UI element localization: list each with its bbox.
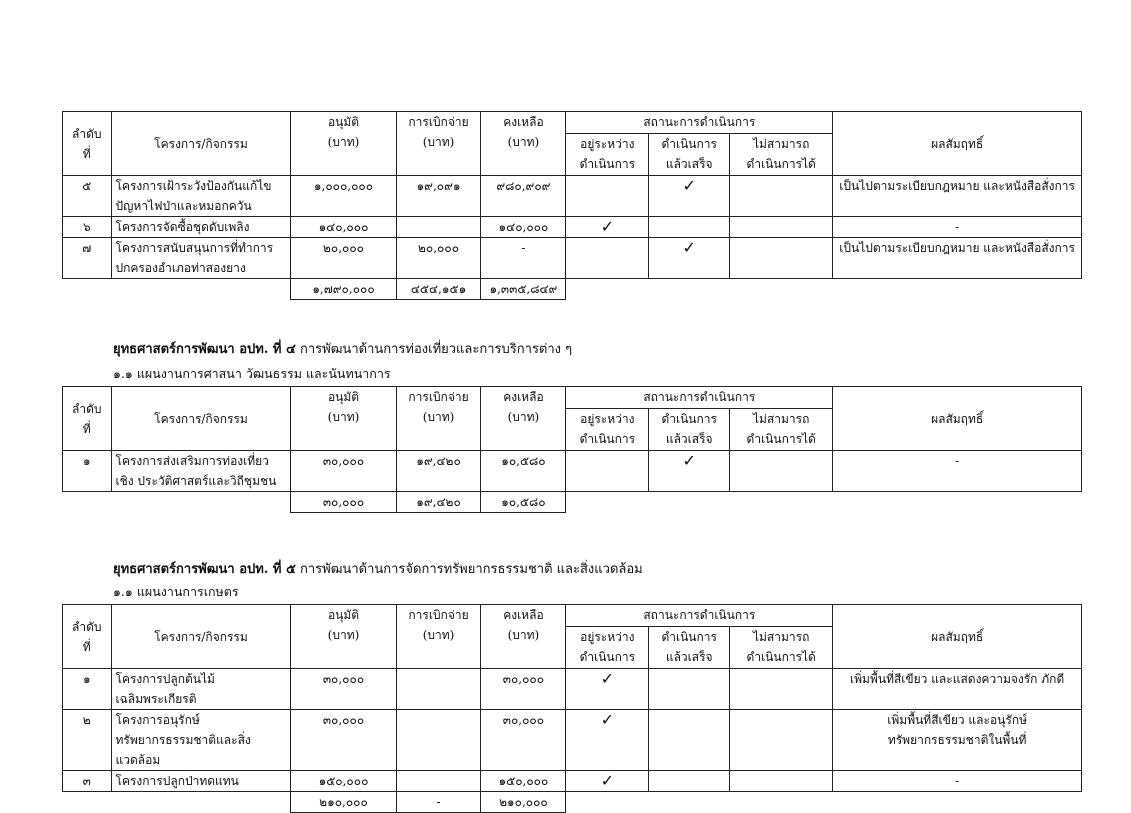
total-row xyxy=(63,492,1082,513)
check-icon: ✓ xyxy=(682,451,696,470)
header-status: สถานะการดำเนินการ xyxy=(566,112,833,134)
header-project: โครงการ/กิจกรรม xyxy=(111,387,291,451)
status-done xyxy=(649,176,730,217)
header-in-progress: อยู่ระหว่าง ดำเนินการ xyxy=(566,627,649,669)
header-no: ลำดับ ที่ xyxy=(63,605,112,669)
table-2 xyxy=(62,386,1082,513)
table-row xyxy=(63,451,1082,492)
header-unable: ไม่สามารถ ดำเนินการได้ xyxy=(730,134,833,176)
header-done: ดำเนินการ แล้วเสร็จ xyxy=(649,627,730,669)
header-status: สถานะการดำเนินการ xyxy=(566,605,833,627)
header-done: ดำเนินการ แล้วเสร็จ xyxy=(649,409,730,451)
section-5-title-bold: ยุทธศาสตร์การพัฒนา อปท. ที่ ๕ xyxy=(113,562,296,577)
row-result: - xyxy=(833,771,1082,792)
status-unable xyxy=(730,451,833,492)
row-no: ๓ xyxy=(63,771,112,792)
header-disbursed: การเบิกจ่าย (บาท) xyxy=(396,387,481,451)
table-row xyxy=(63,217,1082,238)
row-approved: ๓๐,๐๐๐ xyxy=(291,669,396,710)
table-row xyxy=(63,669,1082,710)
header-remaining: คงเหลือ (บาท) xyxy=(481,387,566,451)
row-result: เพิ่มพื้นที่สีเขียว และแสดงความจงรัก ภักดี xyxy=(833,669,1082,710)
status-done xyxy=(649,669,730,710)
header-disbursed: การเบิกจ่าย (บาท) xyxy=(396,605,481,669)
row-disbursed xyxy=(396,669,481,710)
row-project: โครงการส่งเสริมการท่องเที่ยวเชิง ประวัติศาสตร์และวิถีชุมชน xyxy=(111,451,291,492)
header-result: ผลสัมฤทธิ์ xyxy=(833,605,1082,669)
status-in-progress xyxy=(566,451,649,492)
row-project: โครงการปลูกต้นไม้เฉลิมพระเกียรติ xyxy=(111,669,291,710)
row-no: ๑ xyxy=(63,669,112,710)
header-status: สถานะการดำเนินการ xyxy=(566,387,833,409)
total-disbursed: ๔๕๔,๑๕๑ xyxy=(396,279,481,300)
row-result: - xyxy=(833,451,1082,492)
row-project: โครงการอนุรักษ์ ทรัพยากรธรรมชาติและสิ่งแวดล้อม xyxy=(111,710,291,771)
header-in-progress: อยู่ระหว่าง ดำเนินการ xyxy=(566,134,649,176)
row-disbursed: ๑๙,๔๒๐ xyxy=(396,451,481,492)
row-approved: ๑๕๐,๐๐๐ xyxy=(291,771,396,792)
row-project: โครงการเฝ้าระวังป้องกันแก้ไข ปัญหาไฟป่าและหมอกควัน xyxy=(111,176,291,217)
status-done xyxy=(649,710,730,771)
header-done: ดำเนินการ แล้วเสร็จ xyxy=(649,134,730,176)
row-approved: ๒๐,๐๐๐ xyxy=(291,238,396,279)
row-approved: ๑๔๐,๐๐๐ xyxy=(291,217,396,238)
table-row xyxy=(63,710,1082,771)
check-icon: ✓ xyxy=(682,238,696,257)
total-row xyxy=(63,792,1082,813)
row-no: ๗ xyxy=(63,238,112,279)
total-remaining: ๑๐,๕๘๐ xyxy=(481,492,566,513)
status-unable xyxy=(730,669,833,710)
row-no: ๖ xyxy=(63,217,112,238)
section-4-plan: ๑.๑ แผนงานการศาสนา วัฒนธรรม และนันทนาการ xyxy=(113,366,391,381)
row-project: โครงการปลูกป่าทดแทน xyxy=(111,771,291,792)
row-project: โครงการจัดซื้อชุดดับเพลิง xyxy=(111,217,291,238)
row-approved: ๓๐,๐๐๐ xyxy=(291,451,396,492)
check-icon: ✓ xyxy=(682,176,696,195)
row-remaining: ๓๐,๐๐๐ xyxy=(481,710,566,771)
check-icon: ✓ xyxy=(600,771,615,790)
status-in-progress xyxy=(566,238,649,279)
table-1 xyxy=(62,111,1082,300)
status-unable xyxy=(730,217,833,238)
check-icon: ✓ xyxy=(600,669,615,688)
status-in-progress xyxy=(566,217,649,238)
total-approved: ๒๑๐,๐๐๐ xyxy=(291,792,396,813)
table-row xyxy=(63,771,1082,792)
row-disbursed: ๒๐,๐๐๐ xyxy=(396,238,481,279)
table-3 xyxy=(62,604,1082,813)
status-done xyxy=(649,217,730,238)
status-done xyxy=(649,451,730,492)
row-remaining: ๑๔๐,๐๐๐ xyxy=(481,217,566,238)
section-4-title-rest: การพัฒนาด้านการท่องเที่ยวและการบริการต่าง ๆ xyxy=(299,342,573,357)
total-disbursed: ๑๙,๔๒๐ xyxy=(396,492,481,513)
section-5-plan: ๑.๑ แผนงานการเกษตร xyxy=(113,584,239,599)
row-remaining: ๙๘๐,๙๐๙ xyxy=(481,176,566,217)
total-approved: ๑,๗๙๐,๐๐๐ xyxy=(291,279,396,300)
header-no: ลำดับ ที่ xyxy=(63,387,112,451)
status-unable xyxy=(730,771,833,792)
section-4-title xyxy=(113,338,572,359)
row-result: เป็นไปตามระเบียบกฎหมาย และหนังสือสั่งการ xyxy=(833,176,1082,217)
header-disbursed: การเบิกจ่าย (บาท) xyxy=(396,112,481,176)
row-result: - xyxy=(833,217,1082,238)
total-remaining: ๑,๓๓๕,๘๔๙ xyxy=(481,279,566,300)
header-result: ผลสัมฤทธิ์ xyxy=(833,387,1082,451)
section-5-title xyxy=(113,558,643,579)
status-unable xyxy=(730,238,833,279)
row-result: เป็นไปตามระเบียบกฎหมาย และหนังสือสั่งการ xyxy=(833,238,1082,279)
status-in-progress xyxy=(566,771,649,792)
row-project: โครงการสนับสนุนการที่ทำการ ปกครองอำเภอท่าสองยาง xyxy=(111,238,291,279)
header-approved: อนุมัติ (บาท) xyxy=(291,112,396,176)
header-approved: อนุมัติ (บาท) xyxy=(291,605,396,669)
section-4-title-bold: ยุทธศาสตร์การพัฒนา อปท. ที่ ๔ xyxy=(113,342,296,357)
row-no: ๕ xyxy=(63,176,112,217)
status-unable xyxy=(730,176,833,217)
row-remaining: - xyxy=(481,238,566,279)
row-disbursed xyxy=(396,710,481,771)
total-row xyxy=(63,279,1082,300)
status-in-progress xyxy=(566,710,649,771)
check-icon: ✓ xyxy=(600,217,615,236)
status-in-progress xyxy=(566,669,649,710)
header-result: ผลสัมฤทธิ์ xyxy=(833,112,1082,176)
check-icon: ✓ xyxy=(600,710,615,729)
row-remaining: ๑๕๐,๐๐๐ xyxy=(481,771,566,792)
status-in-progress xyxy=(566,176,649,217)
row-disbursed xyxy=(396,217,481,238)
status-done xyxy=(649,771,730,792)
status-done xyxy=(649,238,730,279)
header-remaining: คงเหลือ (บาท) xyxy=(481,112,566,176)
row-remaining: ๑๐,๕๘๐ xyxy=(481,451,566,492)
header-no: ลำดับ ที่ xyxy=(63,112,112,176)
row-approved: ๓๐,๐๐๐ xyxy=(291,710,396,771)
table-row xyxy=(63,238,1082,279)
total-remaining: ๒๑๐,๐๐๐ xyxy=(481,792,566,813)
row-no: ๒ xyxy=(63,710,112,771)
row-disbursed: ๑๙,๐๙๑ xyxy=(396,176,481,217)
row-disbursed xyxy=(396,771,481,792)
header-unable: ไม่สามารถ ดำเนินการได้ xyxy=(730,627,833,669)
total-disbursed: - xyxy=(396,792,481,813)
row-no: ๑ xyxy=(63,451,112,492)
status-unable xyxy=(730,710,833,771)
header-unable: ไม่สามารถ ดำเนินการได้ xyxy=(730,409,833,451)
header-remaining: คงเหลือ (บาท) xyxy=(481,605,566,669)
header-in-progress: อยู่ระหว่าง ดำเนินการ xyxy=(566,409,649,451)
row-remaining: ๓๐,๐๐๐ xyxy=(481,669,566,710)
header-approved: อนุมัติ (บาท) xyxy=(291,387,396,451)
section-5-title-rest: การพัฒนาด้านการจัดการทรัพยากรธรรมชาติ และสิ่งแวดล้อม xyxy=(299,562,643,577)
header-project: โครงการ/กิจกรรม xyxy=(111,605,291,669)
row-result: เพิ่มพื้นที่สีเขียว และอนุรักษ์ ทรัพยากรธรรมชาติในพื้นที่ xyxy=(833,710,1082,771)
header-project: โครงการ/กิจกรรม xyxy=(111,112,291,176)
total-approved: ๓๐,๐๐๐ xyxy=(291,492,396,513)
table-row xyxy=(63,176,1082,217)
row-approved: ๑,๐๐๐,๐๐๐ xyxy=(291,176,396,217)
